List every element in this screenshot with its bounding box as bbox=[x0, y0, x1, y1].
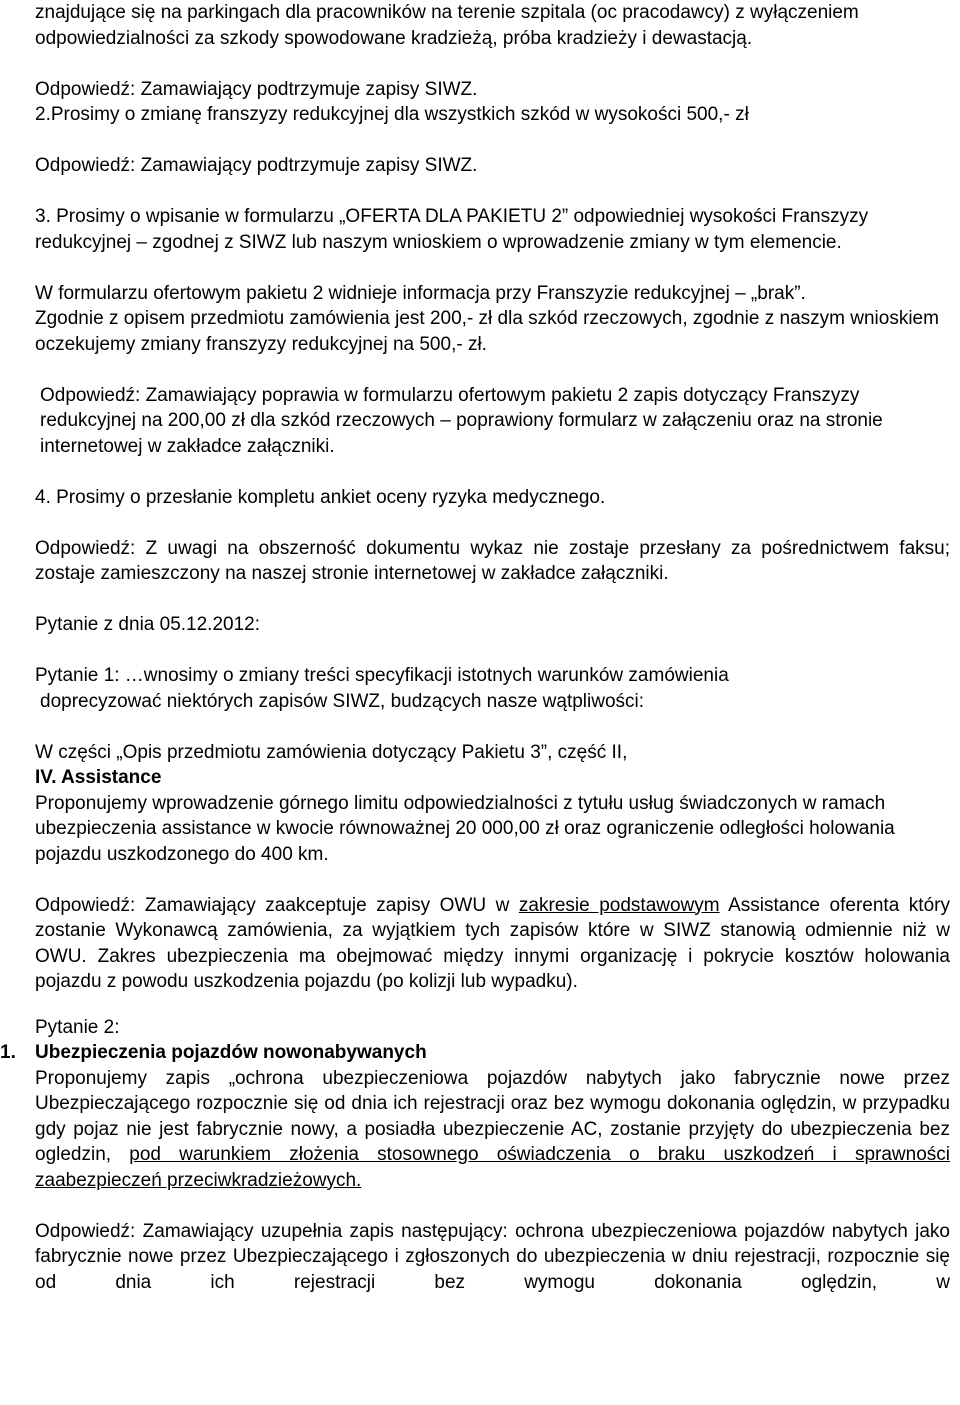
question-1-proposal: Proponujemy wprowadzenie górnego limitu odpowiedzialności z tytułu usług świadczonych w ramach ubezpieczenia assistance w kwocie równoważnej 20 000,00 zł oraz ograniczenie odległości holowania pojazdu uszkodzonego do 400 km. bbox=[35, 792, 895, 865]
question-date-heading: Pytanie z dnia 05.12.2012: bbox=[35, 614, 261, 635]
answer-2: Odpowiedź: Zamawiający podtrzymuje zapisy SIWZ. bbox=[35, 155, 478, 176]
question-4: 4. Prosimy o przesłanie kompletu ankiet oceny ryzyka medycznego. bbox=[35, 486, 606, 508]
question-2: 2.Prosimy o zmianę franszyzy redukcyjnej dla wszystkich szkód w wysokości 500,- zł bbox=[35, 104, 749, 125]
question-1-section: W części „Opis przedmiotu zamówienia dotyczący Pakietu 3”, część II, bbox=[35, 741, 628, 763]
question-3: 3. Prosimy o wpisanie w formularzu „OFERTA DLA PAKIETU 2” odpowiedniej wysokości Franszyzy redukcyjnej – zgodnej z SIWZ lub naszym wnioskiem o wprowadzenie zmiany w tym elemencie. bbox=[35, 206, 869, 253]
section-number: 1. bbox=[0, 1042, 16, 1063]
answer-4: Odpowiedź: Z uwagi na obszerność dokumentu wykaz nie zostaje przesłany za pośrednictwem faksu; zostaje zamieszczony na naszej stronie internetowej w zakładce załączniki. bbox=[35, 537, 950, 584]
answer-assistance-part-1: Odpowiedź: Zamawiający zaakceptuje zapisy OWU w bbox=[35, 894, 519, 916]
answer-assistance-underlined: zakresie podstawowym bbox=[518, 894, 720, 916]
section-title: Ubezpieczenia pojazdów nowonabywanych bbox=[35, 1042, 427, 1063]
answer-assistance bbox=[35, 893, 950, 995]
answer-3: Odpowiedź: Zamawiający poprawia w formularzu ofertowym pakietu 2 zapis dotyczący Franszyzy redukcyjnej na 200,00 zł dla szkód rzeczowych – poprawiony formularz w załączeniu oraz na stronie internetowej w zakładce załączniki. bbox=[40, 384, 883, 457]
question-2-proposal-underlined: pod warunkiem złożenia stosownego oświadczenia o braku uszkodzeń i sprawności zaabezpieczeń przeciwkradzieżowych. bbox=[35, 1144, 950, 1191]
question-2-label: Pytanie 2: bbox=[35, 1016, 120, 1038]
question-2-proposal bbox=[35, 1066, 950, 1194]
answer-new-vehicles: Odpowiedź: Zamawiający uzupełnia zapis następujący: ochrona ubezpieczeniowa pojazdów nabytych jako fabrycznie nowe przez Ubezpieczającego i zgłoszonych do ubezpieczenia w dniu rejestracji, rozpocznie się od dnia ich rejestracji bez wymogu dokonania oględzin, w bbox=[35, 1220, 950, 1293]
paragraph-intro: znajdujące się na parkingach dla pracowników na terenie szpitala (oc pracodawcy) z wyłączeniem odpowiedzialności za szkody spowodowane kradzieżą, próba kradzieży i dewastacją. bbox=[35, 2, 859, 49]
section-heading-new-vehicles bbox=[0, 1040, 950, 1066]
section-heading-assistance: IV. Assistance bbox=[35, 767, 162, 788]
answer-1: Odpowiedź: Zamawiający podtrzymuje zapisy SIWZ. bbox=[35, 78, 478, 100]
paragraph-franchise: Zgodnie z opisem przedmiotu zamówienia jest 200,- zł dla szkód rzeczowych, zgodnie z naszym wnioskiem oczekujemy zmiany franszyzy redukcyjnej na 500,- zł. bbox=[35, 308, 939, 355]
question-1-intro-cont: doprecyzować niektórych zapisów SIWZ, budzących nasze wątpliwości: bbox=[40, 690, 645, 712]
answer-assistance-part-2: Assistance oferenta który zostanie Wykonawcą zamówienia, za wyjątkiem tych zapisów które w SIWZ stanowią odmiennie niż w OWU. Zakres ubezpieczenia ma obejmować między innymi organizację i pokrycie kosztów holowania pojazdu z powodu uszkodzenia pojazdu (po kolizji lub wypadku). bbox=[35, 894, 950, 992]
question-1-intro: Pytanie 1: …wnosimy o zmiany treści specyfikacji istotnych warunków zamówienia bbox=[35, 665, 729, 686]
paragraph-form-info: W formularzu ofertowym pakietu 2 widnieje informacja przy Franszyzie redukcyjnej – „brak”. bbox=[35, 282, 806, 304]
question-2-proposal-text: Proponujemy zapis „ochrona ubezpieczeniowa pojazdów nabytych jako fabrycznie nowe przez Ubezpieczającego rozpocznie się od dnia ich rejestracji oraz bez wymogu dokonania oględzin, w przypadku gdy pojaz nie jest fabrycznie nowy, a posiadła ubezpieczenie AC, zostanie przyjęty do ubezpieczenia bez ogledzin, bbox=[35, 1067, 950, 1165]
